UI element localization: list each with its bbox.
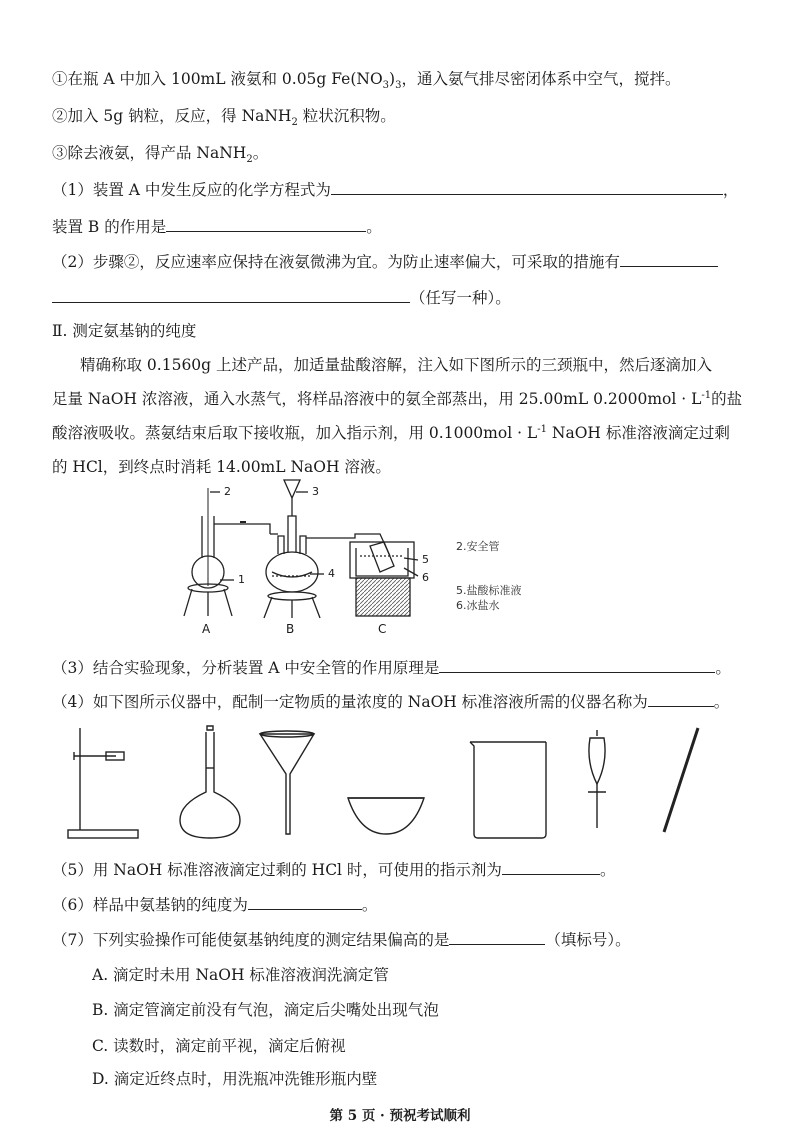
label-b: B [286,622,295,636]
question-3: （3）结合实验现象，分析装置 A 中安全管的作用原理是 。 [52,656,731,679]
answer-blank-1a[interactable] [331,178,723,195]
num-6: 6 [422,571,429,584]
question-6: （6）样品中氨基钠的纯度为 。 [52,893,377,916]
iron-stand-icon [68,728,138,838]
section-2-title: Ⅱ. 测定氨基钠的纯度 [52,322,197,340]
answer-blank-4[interactable] [648,690,714,707]
step-1-text: ①在瓶 A 中加入 100mL 液氨和 0.05g Fe(NO [52,70,383,88]
question-2-b: （任写一种）。 [52,286,511,309]
label-c: C [378,622,387,636]
num-5: 5 [422,553,429,566]
question-5: （5）用 NaOH 标准溶液滴定过剩的 HCl 时，可使用的指示剂为 。 [52,858,615,881]
flask-b [266,552,318,592]
section-2-para-line-1: 精确称取 0.1560g 上述产品，加适量盐酸溶解，注入如下图所示的三颈瓶中，然后逐滴加入 [80,356,713,374]
question-4: （4）如下图所示仪器中，配制一定物质的量浓度的 NaOH 标准溶液所需的仪器名称为 。 [52,690,729,713]
volumetric-flask-icon [180,726,240,838]
answer-blank-7[interactable] [449,928,545,945]
beaker-c [350,542,414,578]
legend-safety-tube: 2.安全管 [456,540,500,553]
legend-hcl: 5.盐酸标准液 [456,584,522,597]
step-1: ①在瓶 A 中加入 100mL 液氨和 0.05g $Fe(NO_3)_3$，通入氨气排尽密闭体系中空气，搅拌。 [52,70,681,92]
option-d[interactable]: D. 滴定近终点时，用洗瓶冲洗锥形瓶内壁 [92,1070,378,1088]
stand-c [356,578,410,616]
option-c[interactable]: C. 读数时，滴定前平视，滴定后俯视 [92,1037,346,1055]
evaporating-dish-icon [348,798,424,834]
answer-blank-1b[interactable] [166,215,366,232]
num-2: 2 [224,485,231,498]
step-3: ③除去液氨，得产品 NaNH$_2$。 [52,144,269,166]
option-b[interactable]: B. 滴定管滴定前没有气泡，滴定后尖嘴处出现气泡 [92,1001,439,1019]
section-2-para-line-4: 的 HCl，到终点时消耗 14.00mL NaOH 溶液。 [52,458,391,476]
beaker-icon [470,742,546,838]
section-2-para-line-3: 酸溶液吸收。蒸氨结束后取下接收瓶，加入指示剂，用 $0.1000mol \cdot L^{-1}$ NaOH 标准溶液滴定过剩 [52,423,730,442]
step-2: ②加入 5g 钠粒，反应，得 NaNH$_2$ 粒状沉积物。 [52,107,396,129]
answer-blank-2b[interactable] [52,286,410,303]
separatory-funnel-icon [588,730,606,828]
num-1: 1 [238,573,245,586]
dropping-funnel-icon [284,480,300,498]
apparatus-diagram [180,476,540,641]
instruments-diagram [60,722,740,844]
num-3: 3 [312,485,319,498]
glass-rod-icon [664,728,698,832]
num-4: 4 [328,567,335,580]
question-7: （7）下列实验操作可能使氨基钠纯度的测定结果偏高的是 （填标号）。 [52,928,631,951]
answer-blank-2a[interactable] [620,250,718,267]
question-1-b: 装置 B 的作用是 。 [52,215,382,238]
label-a: A [202,622,211,636]
question-2: （2）步骤②，反应速率应保持在液氨微沸为宜。为防止速率偏大，可采取的措施有 [52,250,718,273]
answer-blank-3[interactable] [439,656,715,673]
legend-ice-brine: 6.冰盐水 [456,599,500,612]
section-2-para-line-2: 足量 NaOH 浓溶液，通入水蒸气，将样品溶液中的氨全部蒸出，用 25.00mL $0.2000mol \cdot L^{-1}$的盐 [52,389,743,408]
apparatus-drawing [180,476,460,641]
option-a[interactable]: A. 滴定时未用 NaOH 标准溶液润洗滴定管 [92,966,389,984]
page-footer: 第 5 页 · 预祝考试顺利 [329,1108,471,1124]
answer-blank-6[interactable] [248,893,362,910]
question-1: （1）装置 A 中发生反应的化学方程式为 ， [52,178,738,201]
funnel-icon [260,731,314,834]
answer-blank-5[interactable] [502,858,600,875]
